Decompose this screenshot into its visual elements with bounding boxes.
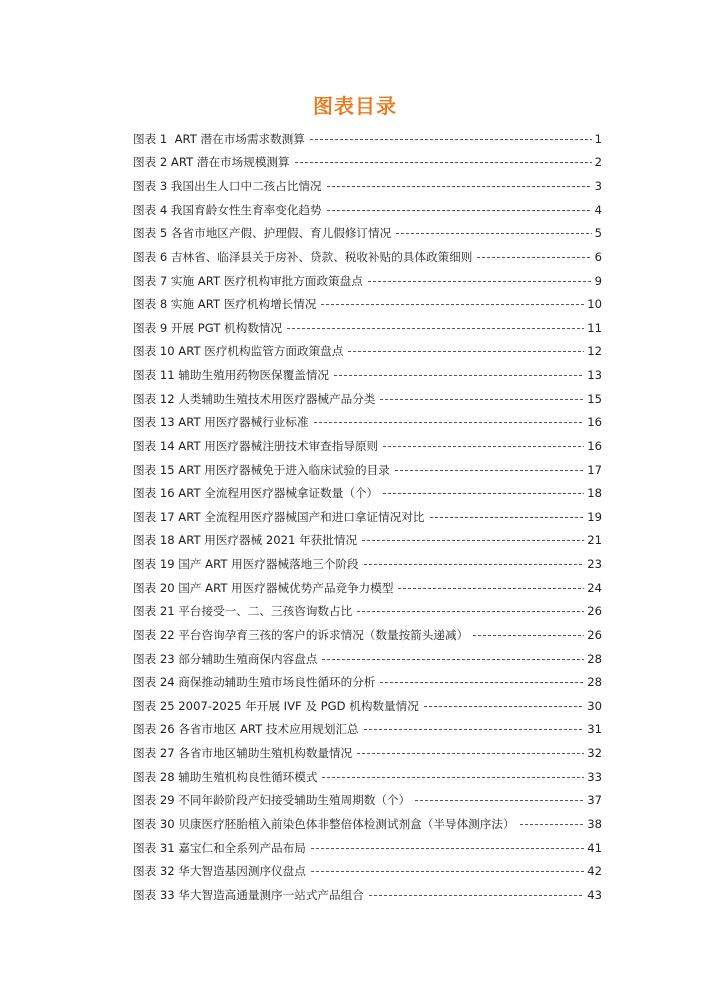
toc-entry[interactable]	[133, 458, 602, 482]
page-title: 图表目录	[313, 94, 397, 118]
toc-entry[interactable]	[133, 647, 602, 671]
toc-entry-page-number: 11	[587, 320, 602, 335]
toc-entry[interactable]	[133, 600, 602, 624]
toc-entry-page-number: 37	[587, 793, 602, 808]
toc-entry[interactable]	[133, 623, 602, 647]
toc-dot-leader	[380, 399, 584, 400]
toc-entry-label: 图表 22 平台咨询孕育三孩的客户的诉求情况（数量按箭头递减）	[133, 627, 469, 642]
toc-dot-leader	[364, 729, 585, 730]
toc-entry[interactable]	[133, 387, 602, 411]
toc-entry-label: 图表 8 实施 ART 医疗机构增长情况	[133, 297, 317, 312]
toc-entry-label: 图表 27 各省市地区辅助生殖机构数量情况	[133, 746, 353, 761]
toc-entry-page-number: 26	[587, 604, 602, 619]
toc-entry-label: 图表 2 ART 潜在市场规模测算	[133, 155, 290, 170]
toc-entry[interactable]	[133, 411, 602, 435]
toc-entry-label: 图表 29 不同年龄阶段产妇接受辅助生殖周期数（个）	[133, 793, 411, 808]
toc-entry[interactable]	[133, 859, 602, 883]
toc-entry-label: 图表 30 贝康医疗胚胎植入前染色体非整倍体检测试剂盒（半导体测序法）	[133, 816, 515, 831]
toc-entry-page-number: 13	[587, 368, 602, 383]
toc-entry-page-number: 12	[587, 344, 602, 359]
toc-entry[interactable]	[133, 812, 602, 836]
toc-dot-leader	[327, 186, 592, 187]
toc-dot-leader	[424, 706, 584, 707]
toc-entry[interactable]	[133, 765, 602, 789]
toc-entry-page-number: 3	[594, 179, 602, 194]
toc-entry[interactable]	[133, 198, 602, 222]
toc-dot-leader	[369, 895, 584, 896]
toc-entry[interactable]	[133, 481, 602, 505]
toc-list	[133, 127, 602, 907]
toc-dot-leader	[383, 446, 584, 447]
toc-entry[interactable]	[133, 434, 602, 458]
toc-entry-label: 图表 33 华大智造高通量测序一站式产品组合	[133, 887, 364, 902]
toc-dot-leader	[327, 210, 592, 211]
toc-entry-label: 图表 25 2007-2025 年开展 IVF 及 PGD 机构数量情况	[133, 698, 419, 713]
toc-entry-label: 图表 10 ART 医疗机构监管方面政策盘点	[133, 344, 344, 359]
toc-entry-label: 图表 6 吉林省、临泽县关于房补、贷款、税收补贴的具体政策细则	[133, 249, 473, 264]
toc-entry-label: 图表 21 平台接受一、二、三孩咨询数占比	[133, 604, 353, 619]
toc-entry-label: 图表 3 我国出生人口中二孩占比情况	[133, 179, 322, 194]
toc-entry-page-number: 5	[594, 226, 602, 241]
toc-entry-page-number: 24	[587, 580, 602, 595]
toc-entry-label: 图表 15 ART 用医疗器械免于进入临床试验的目录	[133, 462, 390, 477]
toc-entry-page-number: 23	[587, 557, 602, 572]
toc-dot-leader	[395, 470, 585, 471]
toc-entry-label: 图表 24 商保推动辅助生殖市场良性循环的分析	[133, 675, 376, 690]
toc-entry[interactable]	[133, 340, 602, 364]
toc-dot-leader	[321, 304, 584, 305]
toc-entry-page-number: 28	[587, 651, 602, 666]
toc-entry-page-number: 19	[587, 509, 602, 524]
toc-entry[interactable]	[133, 363, 602, 387]
toc-entry-page-number: 4	[594, 202, 602, 217]
toc-entry-page-number: 1	[594, 131, 602, 146]
toc-entry-page-number: 18	[587, 486, 602, 501]
toc-entry-page-number: 32	[587, 746, 602, 761]
toc-entry-page-number: 31	[587, 722, 602, 737]
toc-entry[interactable]	[133, 529, 602, 553]
toc-entry[interactable]	[133, 316, 602, 340]
toc-entry-page-number: 16	[587, 438, 602, 453]
toc-entry-page-number: 43	[587, 887, 602, 902]
toc-dot-leader	[357, 753, 584, 754]
toc-entry-label: 图表 23 部分辅助生殖商保内容盘点	[133, 651, 318, 666]
toc-dot-leader	[396, 233, 591, 234]
toc-entry-page-number: 9	[594, 273, 602, 288]
toc-dot-leader	[380, 682, 584, 683]
toc-entry[interactable]	[133, 245, 602, 269]
toc-entry-page-number: 33	[587, 769, 602, 784]
toc-entry-page-number: 30	[587, 698, 602, 713]
toc-entry-label: 图表 32 华大智造基因测序仪盘点	[133, 864, 306, 879]
toc-entry[interactable]	[133, 269, 602, 293]
toc-entry-label: 图表 4 我国育龄女性生育率变化趋势	[133, 202, 322, 217]
toc-entry-page-number: 41	[587, 840, 602, 855]
toc-dot-leader	[362, 540, 584, 541]
toc-dot-leader	[357, 611, 584, 612]
toc-entry-page-number: 10	[587, 297, 602, 312]
toc-entry-label: 图表 19 国产 ART 用医疗器械落地三个阶段	[133, 557, 359, 572]
toc-entry-page-number: 16	[587, 415, 602, 430]
toc-entry[interactable]	[133, 174, 602, 198]
toc-dot-leader	[430, 517, 585, 518]
toc-entry-label: 图表 31 嘉宝仁和全系列产品布局	[133, 840, 306, 855]
toc-dot-leader	[295, 162, 592, 163]
toc-entry-page-number: 17	[587, 462, 602, 477]
toc-dot-leader	[368, 281, 592, 282]
toc-entry[interactable]	[133, 151, 602, 175]
toc-entry[interactable]	[133, 670, 602, 694]
toc-entry-label: 图表 5 各省市地区产假、护理假、育儿假修订情况	[133, 226, 392, 241]
toc-entry[interactable]	[133, 222, 602, 246]
toc-entry-label: 图表 1 ART 潜在市场需求数测算	[133, 131, 305, 146]
toc-dot-leader	[310, 139, 592, 140]
toc-entry[interactable]	[133, 292, 602, 316]
toc-entry-page-number: 15	[587, 391, 602, 406]
toc-entry-page-number: 38	[587, 816, 602, 831]
toc-dot-leader	[520, 824, 585, 825]
toc-entry-label: 图表 7 实施 ART 医疗机构审批方面政策盘点	[133, 273, 363, 288]
toc-entry-label: 图表 14 ART 用医疗器械注册技术审查指导原则	[133, 438, 379, 453]
toc-entry-page-number: 42	[587, 864, 602, 879]
toc-dot-leader	[322, 777, 584, 778]
toc-entry-label: 图表 11 辅助生殖用药物医保覆盖情况	[133, 368, 330, 383]
toc-dot-leader	[473, 635, 584, 636]
toc-entry-label: 图表 17 ART 全流程用医疗器械国产和进口拿证情况对比	[133, 509, 425, 524]
toc-entry-page-number: 26	[587, 627, 602, 642]
toc-entry[interactable]	[133, 741, 602, 765]
toc-dot-leader	[364, 564, 585, 565]
toc-entry[interactable]	[133, 883, 602, 907]
toc-entry-page-number: 2	[594, 155, 602, 170]
toc-entry[interactable]	[133, 789, 602, 813]
toc-entry-label: 图表 26 各省市地区 ART 技术应用规划汇总	[133, 722, 359, 737]
toc-entry-label: 图表 9 开展 PGT 机构数情况	[133, 320, 283, 335]
toc-entry[interactable]	[133, 552, 602, 576]
toc-dot-leader	[314, 422, 585, 423]
toc-entry[interactable]	[133, 505, 602, 529]
toc-dot-leader	[322, 659, 584, 660]
toc-entry[interactable]	[133, 718, 602, 742]
toc-entry-label: 图表 28 辅助生殖机构良性循环模式	[133, 769, 318, 784]
toc-entry[interactable]	[133, 127, 602, 151]
toc-dot-leader	[287, 328, 584, 329]
toc-entry-page-number: 6	[594, 249, 602, 264]
toc-dot-leader	[477, 257, 591, 258]
toc-dot-leader	[311, 871, 584, 872]
toc-entry-page-number: 21	[587, 533, 602, 548]
toc-dot-leader	[415, 800, 584, 801]
toc-entry[interactable]	[133, 836, 602, 860]
toc-entry-label: 图表 12 人类辅助生殖技术用医疗器械产品分类	[133, 391, 376, 406]
toc-dot-leader	[348, 351, 584, 352]
toc-entry[interactable]	[133, 576, 602, 600]
toc-dot-leader	[311, 848, 584, 849]
toc-entry-page-number: 28	[587, 675, 602, 690]
toc-dot-leader	[383, 493, 584, 494]
toc-entry-label: 图表 18 ART 用医疗器械 2021 年获批情况	[133, 533, 358, 548]
toc-entry-label: 图表 16 ART 全流程用医疗器械拿证数量（个）	[133, 486, 379, 501]
toc-dot-leader	[334, 375, 584, 376]
toc-dot-leader	[398, 588, 584, 589]
toc-entry[interactable]	[133, 694, 602, 718]
toc-entry-label: 图表 13 ART 用医疗器械行业标准	[133, 415, 309, 430]
toc-entry-label: 图表 20 国产 ART 用医疗器械优势产品竞争力模型	[133, 580, 394, 595]
